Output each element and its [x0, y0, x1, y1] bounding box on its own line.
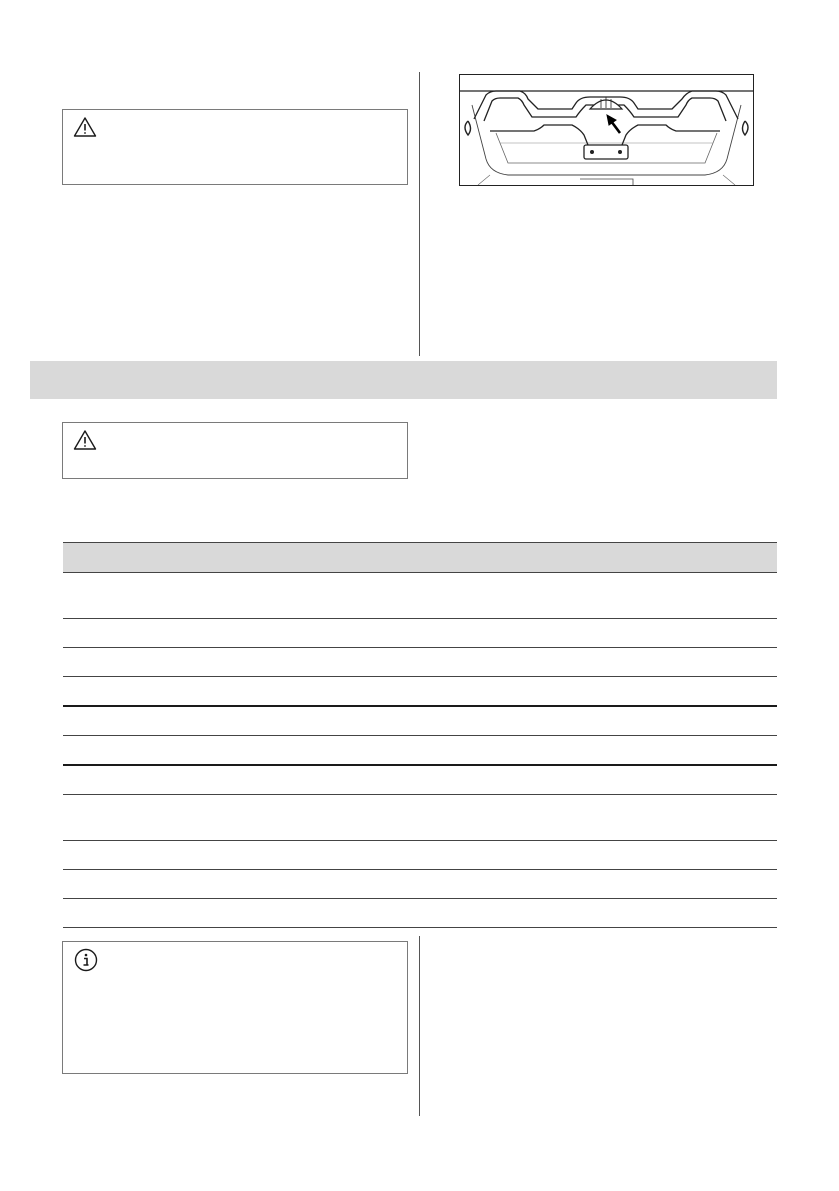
- column-divider-bottom: [419, 936, 420, 1116]
- section-heading-bar: [30, 361, 777, 399]
- table-cell: [419, 841, 777, 870]
- specification-table: [63, 542, 777, 928]
- table-cell: [63, 765, 419, 795]
- table-cell: [63, 677, 419, 707]
- table-cell: [63, 795, 419, 841]
- table-header-cell: [63, 543, 419, 573]
- table-row: [63, 841, 777, 870]
- info-box: [62, 941, 408, 1074]
- table-cell: [419, 899, 777, 928]
- table-row: [63, 573, 777, 619]
- table-cell: [63, 736, 419, 766]
- oven-grill-element-illustration: [459, 74, 754, 186]
- warning-triangle-icon: [73, 116, 97, 138]
- warning-box-middle: [62, 422, 408, 479]
- table-cell: [419, 870, 777, 899]
- table-cell: [63, 573, 419, 619]
- table-header-cell: [419, 543, 777, 573]
- table-cell: [63, 619, 419, 648]
- warning-triangle-icon: [73, 429, 97, 451]
- table-row: [63, 765, 777, 795]
- info-circle-icon: [74, 948, 98, 972]
- column-divider-top: [419, 72, 420, 356]
- table-row: [63, 795, 777, 841]
- warning-box-top: [62, 109, 408, 185]
- table-row: [63, 619, 777, 648]
- table-cell: [63, 648, 419, 677]
- table-row: [63, 899, 777, 928]
- table-row: [63, 870, 777, 899]
- table-cell: [419, 765, 777, 795]
- table-cell: [419, 736, 777, 766]
- table-cell: [419, 677, 777, 707]
- table-cell: [419, 706, 777, 736]
- table-cell: [63, 899, 419, 928]
- table-header-row: [63, 543, 777, 573]
- arrow-up-left-icon: [607, 115, 620, 133]
- table-row: [63, 706, 777, 736]
- table-cell: [419, 619, 777, 648]
- table-cell: [63, 841, 419, 870]
- table-cell: [63, 870, 419, 899]
- table-cell: [63, 706, 419, 736]
- table-row: [63, 677, 777, 707]
- table-cell: [419, 648, 777, 677]
- table-cell: [419, 573, 777, 619]
- table-row: [63, 736, 777, 766]
- table-row: [63, 648, 777, 677]
- table-cell: [419, 795, 777, 841]
